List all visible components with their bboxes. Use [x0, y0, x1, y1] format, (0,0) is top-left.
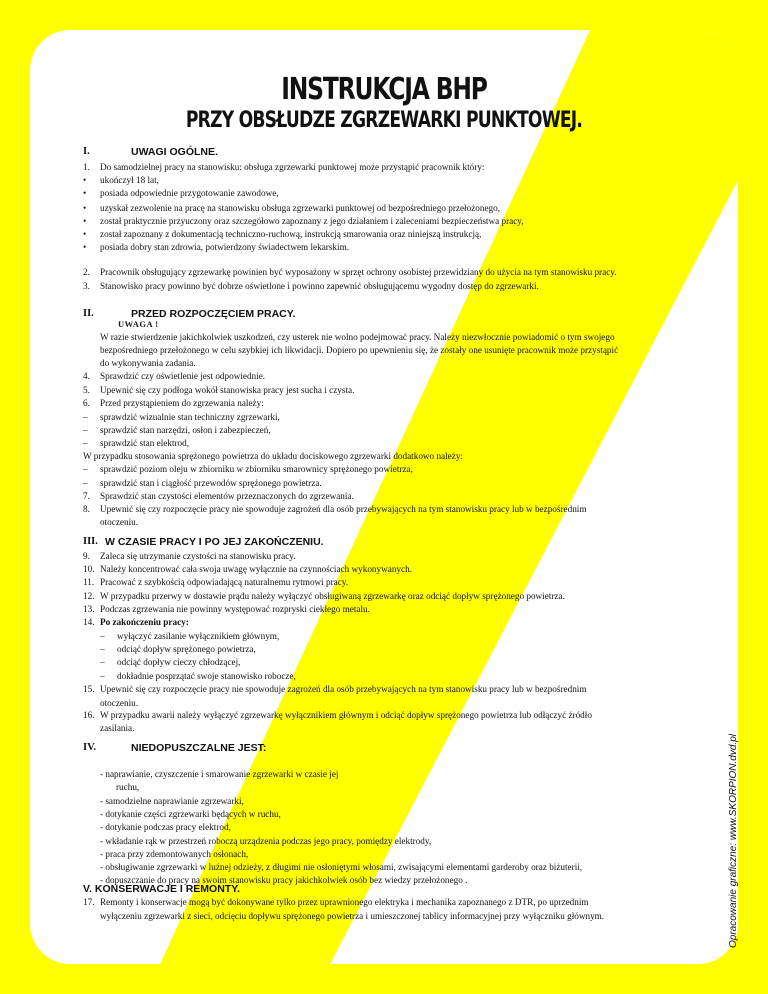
instruction-line — [83, 370, 266, 382]
line-text: sprawdzić stan elektrod, — [100, 438, 190, 448]
line-text: ruchu, — [116, 782, 140, 792]
instruction-line — [83, 450, 463, 462]
line-text: sprawdzić stan i ciągłość przewodów sprężonego powietrza. — [100, 478, 322, 488]
line-text: W przypadku awarii należy wyłączyć zgrzewarkę wyłącznikiem głównym i odciąć dopływ sprężonego powietrza lub odłączyć źródło — [100, 710, 592, 720]
instruction-line — [83, 187, 279, 199]
line-marker: – — [100, 631, 105, 641]
line-text: UWAGA ! — [118, 319, 159, 329]
instruction-line — [83, 424, 271, 436]
instruction-line — [100, 861, 582, 873]
line-marker: – — [100, 657, 105, 667]
instruction-line — [83, 477, 322, 489]
line-text: Remonty i konserwacje mogą być dokonywane tylko przez uprawnionego elektryka i mechanika zapoznanego z DTR, po uprzednim — [100, 897, 589, 907]
line-marker: 16. — [83, 710, 95, 720]
line-marker: – — [100, 644, 105, 654]
line-marker: 13. — [83, 604, 95, 614]
line-text: odciąć dopływ cieczy chłodzącej, — [117, 657, 241, 667]
section-title: PRZED ROZPOCZĘCIEM PRACY. — [131, 308, 296, 320]
instruction-line — [100, 344, 618, 356]
line-text: - dotykanie części zgrzewarki będących w ruchu, — [100, 809, 281, 819]
instruction-line — [83, 550, 296, 562]
graphic-credit: Opracowanie graficzne: www.SKORPION.dvd.pl — [728, 734, 739, 948]
line-text: posiada odpowiednie przygotowanie zawodowe, — [100, 188, 279, 198]
instruction-line — [83, 616, 189, 628]
instruction-line — [100, 656, 241, 668]
instruction-line — [83, 896, 589, 908]
section-number: II. — [83, 308, 94, 319]
instruction-line — [100, 835, 431, 847]
line-text: został praktycznie przyuczony oraz szczegółowo zapoznany z jego działaniem i zaleceniami bezpieczeństwa pracy, — [100, 216, 524, 226]
line-marker: 5. — [83, 385, 90, 395]
instruction-line — [100, 848, 248, 860]
instruction-line — [100, 357, 196, 369]
line-text: - naprawianie, czyszczenie i smarowanie zgrzewarki w czasie jej — [100, 769, 339, 779]
instruction-line — [83, 563, 412, 575]
line-text: W razie stwierdzenie jakichkolwiek uszkodzeń, czy usterek nie wolno podejmować pracy. Należy niezwłocznie powiadomić o tym swojego — [100, 332, 615, 342]
instruction-line — [83, 174, 159, 186]
instruction-line — [83, 709, 592, 721]
instruction-line — [100, 670, 296, 682]
line-text: - dopuszczanie do pracy na swoim stanowisku pracy jakichkolwiek osób bez wiedzy przełożonego . — [100, 875, 468, 885]
line-marker: • — [83, 242, 87, 252]
line-text: sprawdzić wizualnie stan techniczny zgrzewarki, — [100, 412, 280, 422]
line-marker: 12. — [83, 591, 95, 601]
instruction-line — [100, 722, 134, 734]
instruction-line — [83, 397, 264, 409]
line-marker: – — [83, 425, 88, 435]
instruction-line — [100, 516, 138, 528]
instruction-line — [83, 241, 350, 253]
line-marker: – — [83, 438, 88, 448]
line-marker: • — [83, 175, 87, 185]
instruction-line — [100, 697, 138, 709]
line-text: W przypadku stosowania sprężonego powietrza do układu dociskowego zgrzewarki dodatkowo należy: — [83, 451, 463, 461]
instruction-line — [83, 280, 539, 292]
line-text: Upewnić się czy podłoga wokół stanowiska pracy jest sucha i czysta. — [100, 385, 355, 395]
line-text: bezpośredniego przełożonego w celu szybkiej ich likwidacji. Dopiero po upewnieniu się, że zostały one usunięte pracownik może przystąpić — [100, 345, 619, 355]
instruction-line — [100, 874, 467, 886]
line-marker: 17. — [83, 897, 95, 907]
instruction-line — [116, 781, 139, 793]
instruction-line — [83, 202, 501, 214]
instruction-line — [83, 576, 349, 588]
page-subtitle: PRZY OBSŁUDZE ZGRZEWARKI PUNKTOWEJ. — [185, 108, 583, 133]
line-text: W przypadku przerwy w dostawie prądu należy wyłączyć obsługiwaną zgrzewarkę oraz odciąć dopływ sprężonego powietrza. — [100, 591, 565, 601]
line-marker: 4. — [83, 371, 90, 381]
line-marker: 7. — [83, 491, 90, 501]
line-text: sprawdzić poziom oleju w zbiorniku w zbiorniku smarownicy sprężonego powietrza, — [100, 464, 413, 474]
line-text: - wkładanie rąk w przestrzeń roboczą urządzenia podczas jego pracy, pomiędzy elektrody, — [100, 836, 432, 846]
instruction-line — [100, 331, 615, 343]
line-text: Przed przystąpieniem do zgrzewania należy: — [100, 398, 264, 408]
instruction-line — [83, 411, 280, 423]
line-marker: • — [83, 229, 87, 239]
instruction-line — [118, 318, 159, 330]
instruction-line — [100, 910, 604, 922]
section-title: UWAGI OGÓLNE. — [131, 146, 218, 158]
line-text: Podczas zgrzewania nie powinny występować rozpryski ciekłego metalu. — [100, 604, 370, 614]
line-text: do wykonywania zadania. — [100, 358, 196, 368]
line-text: - samodzielne naprawianie zgrzewarki, — [100, 796, 244, 806]
line-text: dokładnie posprzątać swoje stanowisko robocze, — [117, 671, 296, 681]
instruction-line — [100, 768, 339, 780]
instruction-line — [83, 590, 565, 602]
section-title: V. KONSERWACJE I REMONTY. — [83, 883, 240, 895]
line-text: wyłączeniu zgrzewarki z sieci, odcięciu dopływu sprężonego powietrza i umieszczonej tablicy informacyjnej przy wyłączniku głównym. — [100, 911, 605, 921]
instruction-line — [83, 503, 587, 515]
line-text: Pracownik obsługujący zgrzewarkę powinien być wyposażony w sprzęt ochrony osobistej przewidziany do użycia na tym stanowisku pracy. — [100, 267, 617, 277]
instruction-line — [83, 683, 587, 695]
section-title: W CZASIE PRACY I PO JEJ ZAKOŃCZENIU. — [105, 536, 324, 548]
instruction-line — [83, 490, 354, 502]
line-text: Upewnić się czy rozpoczęcie pracy nie spowoduje zagrożeń dla osób przebywających na tym stanowisku pracy lub w bezpośrednim — [100, 504, 587, 514]
line-text: posiada dobry stan zdrowia, potwierdzony świadectwem lekarskim. — [100, 242, 350, 252]
line-text: Sprawdzić stan czystości elementów przeznaczonych do zgrzewania. — [100, 491, 354, 501]
line-text: - obsługiwanie zgrzewarki w luźnej odzieży, z długimi nie osłoniętymi włosami, zwisającymi elementami garderoby oraz biżuterii, — [100, 862, 583, 872]
line-marker: • — [83, 188, 87, 198]
instruction-line — [83, 161, 485, 173]
instruction-line — [100, 795, 244, 807]
line-text: został zapoznany z dokumentacją techniczno-ruchową, instrukcją smarowania oraz niniejszą instrukcją, — [100, 229, 482, 239]
section-number: IV. — [83, 742, 96, 753]
line-marker: 1. — [83, 162, 90, 172]
section-title: NIEDOPUSZCZALNE JEST: — [131, 742, 267, 754]
line-marker: – — [83, 478, 88, 488]
line-marker: 2. — [83, 267, 90, 277]
instruction-line — [83, 437, 190, 449]
line-marker: 8. — [83, 504, 90, 514]
line-text: Upewnić się czy rozpoczęcie pracy nie spowoduje zagrożeń dla osób przebywających na tym stanowisku pracy lub w bezpośrednim — [100, 684, 587, 694]
line-text: Zaleca się utrzymanie czystości na stanowisku pracy. — [100, 551, 296, 561]
line-marker: – — [83, 412, 88, 422]
line-text: uzyskał zezwolenie na pracę na stanowisku obsługa zgrzewarki punktowej od bezpośredniego przełożonego, — [100, 203, 501, 213]
line-marker: – — [83, 464, 88, 474]
line-text: Należy koncentrować cała swoja uwagę wyłącznie na czynnościach wykonywanych. — [100, 564, 412, 574]
line-text: wyłączyć zasilanie wyłącznikiem głównym, — [117, 631, 280, 641]
instruction-line — [83, 463, 413, 475]
line-marker: • — [83, 216, 87, 226]
line-marker: • — [83, 203, 87, 213]
section-number: III. — [83, 536, 98, 547]
instruction-line — [83, 228, 482, 240]
line-text: Stanowisko pracy powinno być dobrze oświetlone i powinno zapewnić obsługującemu wygodny dostęp do zgrzewarki. — [100, 281, 539, 291]
line-text: odciąć dopływ sprężonego powietrza, — [117, 644, 256, 654]
line-text: - praca przy zdemontowanych osłonach, — [100, 849, 249, 859]
line-marker: 10. — [83, 564, 95, 574]
line-marker: 3. — [83, 281, 90, 291]
instruction-line — [100, 808, 281, 820]
section-number: I. — [83, 146, 90, 157]
page-title: INSTRUKCJA BHP — [281, 72, 487, 107]
line-marker: 6. — [83, 398, 90, 408]
line-marker: 15. — [83, 684, 95, 694]
line-text: - dotykanie podczas pracy elektrod, — [100, 822, 231, 832]
line-marker: – — [100, 671, 105, 681]
line-text: otoczeniu. — [100, 698, 139, 708]
line-text: sprawdzić stan narzędzi, osłon i zabezpieczeń, — [100, 425, 271, 435]
line-marker: 14. — [83, 617, 95, 627]
instruction-line — [100, 821, 231, 833]
line-text: ukończył 18 lat, — [100, 175, 159, 185]
instruction-line — [100, 630, 280, 642]
line-text: Po zakończeniu pracy: — [100, 617, 189, 627]
instruction-line — [83, 266, 617, 278]
instruction-line — [83, 384, 355, 396]
line-marker: 11. — [83, 577, 95, 587]
line-text: zasilania. — [100, 723, 135, 733]
line-marker: 9. — [83, 551, 90, 561]
line-text: Sprawdzić czy oświetlenie jest odpowiednie. — [100, 371, 266, 381]
instruction-line — [83, 215, 524, 227]
instruction-line — [83, 603, 370, 615]
line-text: otoczeniu. — [100, 517, 139, 527]
instruction-line — [100, 643, 256, 655]
line-text: Do samodzielnej pracy na stanowisku: obsługa zgrzewarki punktowej może przystąpić pracownik który: — [100, 162, 485, 172]
line-text: Pracować z szybkością odpowiadającą naturalnemu rytmowi pracy. — [100, 577, 349, 587]
